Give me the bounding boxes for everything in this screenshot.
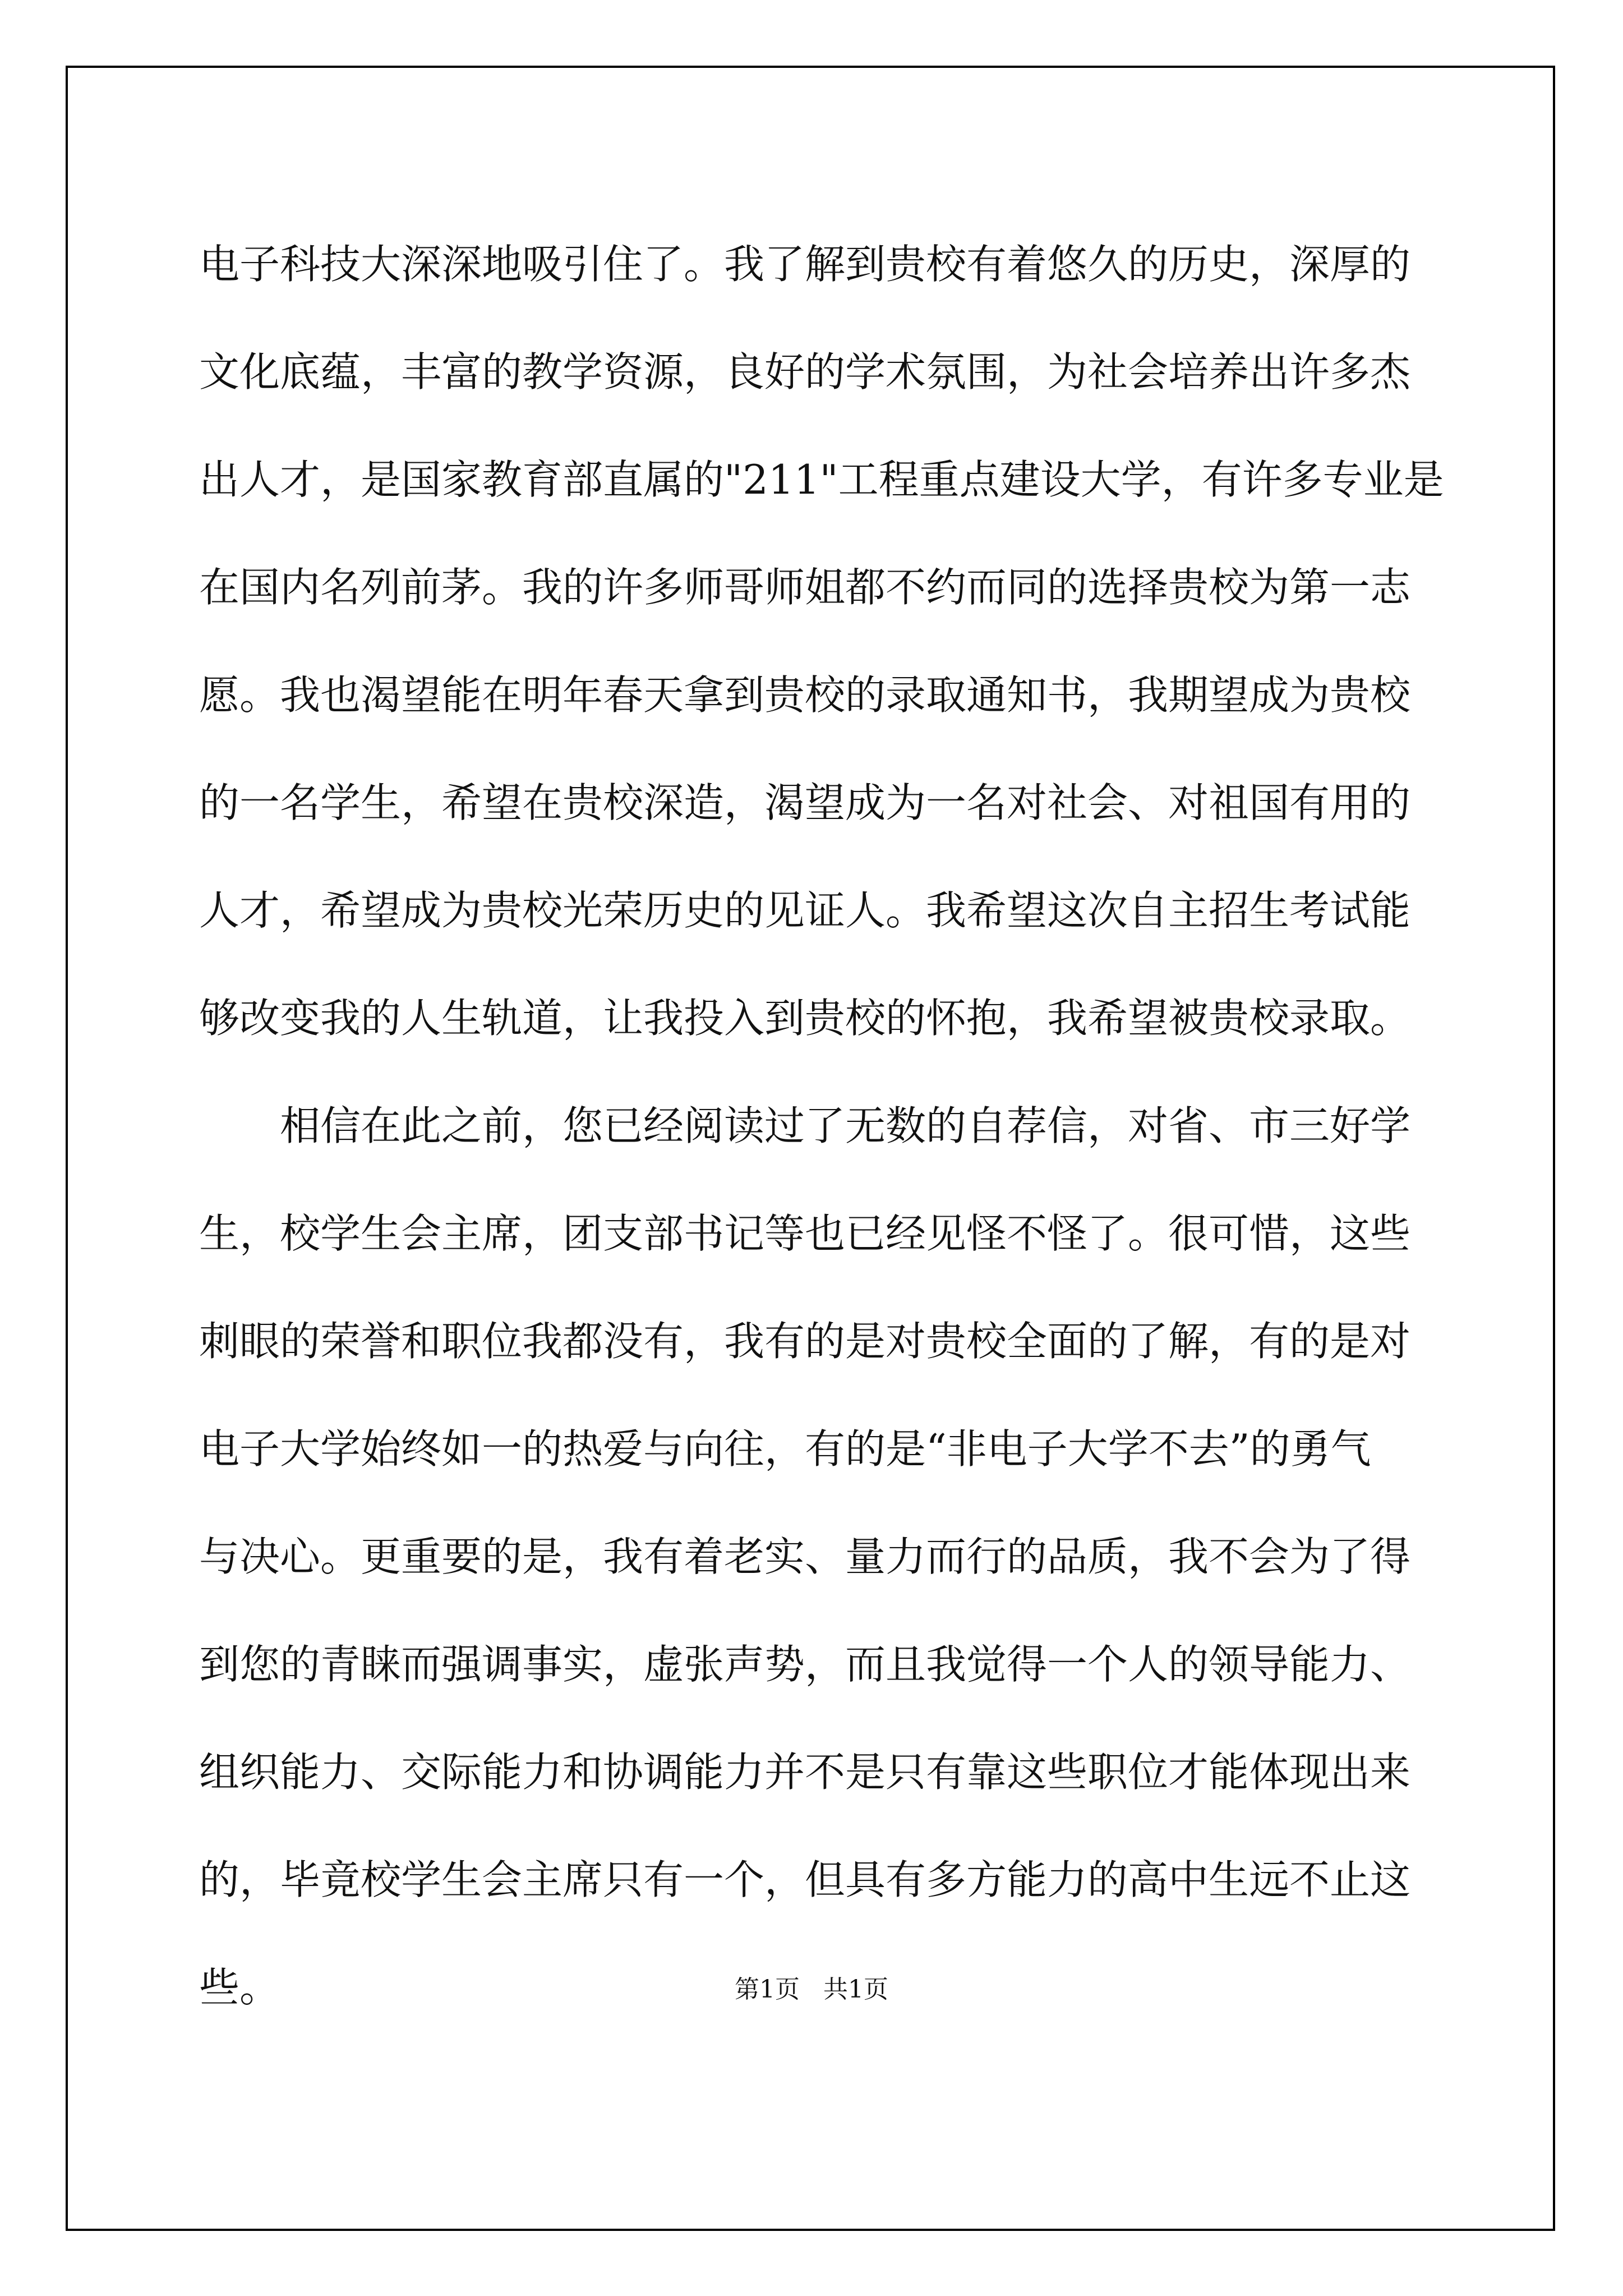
- text-line: 的一名学生，希望在贵校深造，渴望成为一名对社会、对祖国有用的: [199, 779, 1411, 826]
- text-line: 组织能力、交际能力和协调能力并不是只有靠这些职位才能体现出来: [199, 1749, 1411, 1796]
- text-line: 刺眼的荣誉和职位我都没有，我有的是对贵校全面的了解，有的是对: [199, 1318, 1411, 1365]
- text-line: 电子大学始终如一的热爱与向往，有的是“非电子大学不去”的勇气: [199, 1425, 1371, 1473]
- text-line: 在国内名列前茅。我的许多师哥师姐都不约而同的选择贵校为第一志: [199, 564, 1411, 611]
- document-body: [199, 210, 1444, 2041]
- text-line: 电子科技大深深地吸引住了。我了解到贵校有着悠久的历史，深厚的: [199, 241, 1411, 288]
- text-line: 的，毕竟校学生会主席只有一个，但具有多方能力的高中生远不止这: [199, 1856, 1411, 1903]
- text-line: 相信在此之前，您已经阅读过了无数的自荐信，对省、市三好学: [280, 1102, 1411, 1149]
- paragraph-1: [199, 210, 1444, 1072]
- paragraph-2: [199, 1072, 1431, 2041]
- text-line: 人才，希望成为贵校光荣历史的见证人。我希望这次自主招生考试能: [199, 887, 1411, 934]
- text-line: 愿。我也渴望能在明年春天拿到贵校的录取通知书，我期望成为贵校: [199, 671, 1411, 719]
- text-line: 生，校学生会主席，团支部书记等也已经见怪不怪了。很可惜，这些: [199, 1210, 1411, 1257]
- text-line: 文化底蕴，丰富的教学资源，良好的学术氛围，为社会培养出许多杰: [199, 348, 1411, 395]
- text-line: 出人才，是国家教育部直属的"211"工程重点建设大学，有许多专业是: [199, 456, 1444, 503]
- text-line-first: [199, 1072, 1431, 1180]
- text-line: 到您的青睐而强调事实，虚张声势，而且我觉得一个人的领导能力、: [199, 1641, 1411, 1688]
- text-line: 些。: [199, 1964, 280, 2011]
- text-line: 够改变我的人生轨道，让我投入到贵校的怀抱，我希望被贵校录取。: [199, 995, 1411, 1042]
- page-footer: 第1页 共1页: [735, 1975, 888, 2004]
- text-line: 与决心。更重要的是，我有着老实、量力而行的品质，我不会为了得: [199, 1533, 1411, 1580]
